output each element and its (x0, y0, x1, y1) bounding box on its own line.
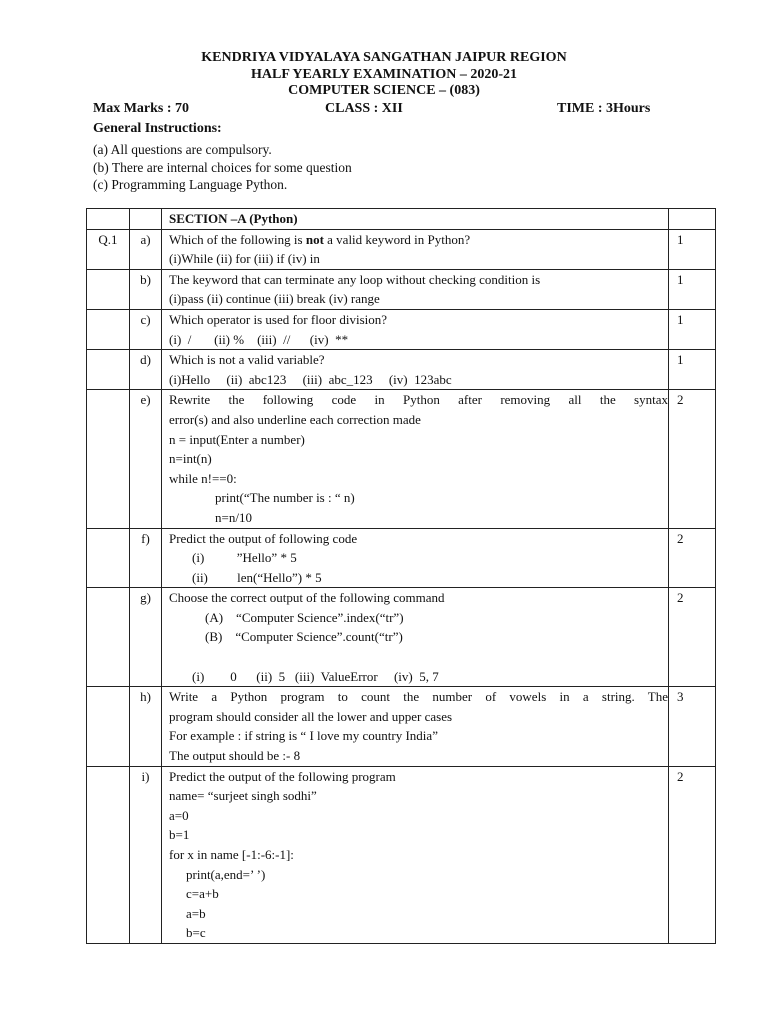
question-line: Which is not a valid variable? (169, 352, 325, 368)
question-row (87, 269, 716, 309)
instruction-item: (b) There are internal choices for some question (93, 159, 352, 175)
question-line: (i)Hello (ii) abc123 (iii) abc_123 (iv) 123abc (169, 371, 452, 387)
marks: 2 (669, 766, 716, 943)
question-row (87, 766, 716, 943)
code-line: print(a,end=’ ’) (186, 866, 266, 882)
part-label: c) (130, 309, 162, 349)
question-line: Which operator is used for floor division? (169, 311, 388, 327)
code-line: name= “surjeet singh sodhi” (169, 788, 317, 804)
question-text (162, 309, 669, 349)
question-row (87, 687, 716, 766)
question-line: (i) ”Hello” * 5 (192, 550, 297, 566)
question-line: (B) “Computer Science”.count(“tr”) (205, 629, 403, 645)
question-line: The keyword that can terminate any loop without checking condition is (169, 271, 541, 287)
exam-title: HALF YEARLY EXAMINATION – 2020-21 (250, 66, 517, 82)
class-label: CLASS : XII (325, 101, 403, 116)
question-text (162, 350, 669, 390)
marks: 1 (669, 269, 716, 309)
question-line: error(s) and also underline each correction made (169, 411, 421, 427)
question-line: (i) / (ii) % (iii) // (iv) ** (169, 331, 349, 347)
question-row (87, 528, 716, 588)
code-line: n=int(n) (169, 451, 212, 467)
section-header-row (87, 209, 716, 230)
part-label: a) (130, 229, 162, 269)
time-label: TIME : 3Hours (557, 101, 651, 116)
code-line: n=n/10 (215, 509, 252, 525)
blank-line (169, 647, 668, 667)
question-line: program should consider all the lower and upper cases (169, 708, 453, 724)
school-title: KENDRIYA VIDYALAYA SANGATHAN JAIPUR REGION (201, 50, 567, 65)
question-text (162, 687, 669, 766)
question-line: Write a Python program to count the number of vowels in a string. The (169, 689, 668, 705)
code-line: for x in name [-1:-6:-1]: (169, 847, 294, 862)
code-line: c=a+b (186, 886, 219, 902)
part-label: e) (130, 390, 162, 528)
question-line: For example : if string is “ I love my country India” (169, 728, 438, 744)
question-line: (i) 0 (ii) 5 (iii) ValueError (iv) 5, 7 (192, 668, 439, 684)
part-label: h) (130, 687, 162, 766)
emphasis-not: not (305, 231, 324, 247)
question-line: Which of the following is not a valid keyword in Python? (169, 231, 471, 247)
question-line: (ii) len(“Hello”) * 5 (192, 569, 322, 585)
marks: 3 (669, 687, 716, 766)
part-label: f) (130, 528, 162, 588)
question-line: (i)pass (ii) continue (iii) break (iv) range (169, 291, 380, 307)
question-text (162, 588, 669, 687)
code-line: a=0 (169, 807, 189, 823)
document-header (0, 50, 768, 100)
part-label: b) (130, 269, 162, 309)
question-row (87, 588, 716, 687)
marks: 1 (669, 350, 716, 390)
code-line: while n!==0: (169, 470, 237, 486)
question-line: Choose the correct output of the following command (169, 590, 445, 606)
instructions-title: General Instructions: (93, 121, 222, 136)
code-line: b=1 (169, 827, 190, 843)
question-line: The output should be :- 8 (169, 748, 301, 764)
question-text (162, 229, 669, 269)
question-text (162, 528, 669, 588)
code-line: n = input(Enter a number) (169, 431, 305, 447)
question-line: Rewrite the following code in Python after removing all the syntax (169, 392, 668, 408)
instruction-item: (a) All questions are compulsory. (93, 142, 272, 157)
question-row (87, 390, 716, 528)
question-row (87, 350, 716, 390)
question-line: (A) “Computer Science”.index(“tr”) (205, 609, 404, 625)
question-text (162, 766, 669, 943)
part-label: d) (130, 350, 162, 390)
part-label: g) (130, 588, 162, 687)
marks: 2 (669, 390, 716, 528)
code-line: b=c (186, 925, 206, 941)
question-row (87, 229, 716, 269)
question-text (162, 390, 669, 528)
subject-title: COMPUTER SCIENCE – (083) (288, 83, 480, 98)
instruction-item: (c) Programming Language Python. (93, 177, 288, 192)
marks: 1 (669, 229, 716, 269)
marks: 2 (669, 588, 716, 687)
question-number: Q.1 (87, 229, 130, 269)
instructions-list (93, 141, 352, 194)
question-line: (i)While (ii) for (iii) if (iv) in (169, 251, 320, 267)
code-line: print(“The number is : “ n) (215, 490, 355, 506)
section-title: SECTION –A (Python) (162, 209, 669, 230)
question-row (87, 309, 716, 349)
question-line: Predict the output of following code (169, 530, 358, 546)
max-marks: Max Marks : 70 (93, 101, 190, 116)
part-label: i) (130, 766, 162, 943)
marks: 2 (669, 528, 716, 588)
exam-meta (93, 101, 663, 119)
question-line: Predict the output of the following program (169, 768, 396, 784)
code-line: a=b (186, 905, 206, 921)
marks: 1 (669, 309, 716, 349)
question-text (162, 269, 669, 309)
question-table (86, 208, 716, 944)
